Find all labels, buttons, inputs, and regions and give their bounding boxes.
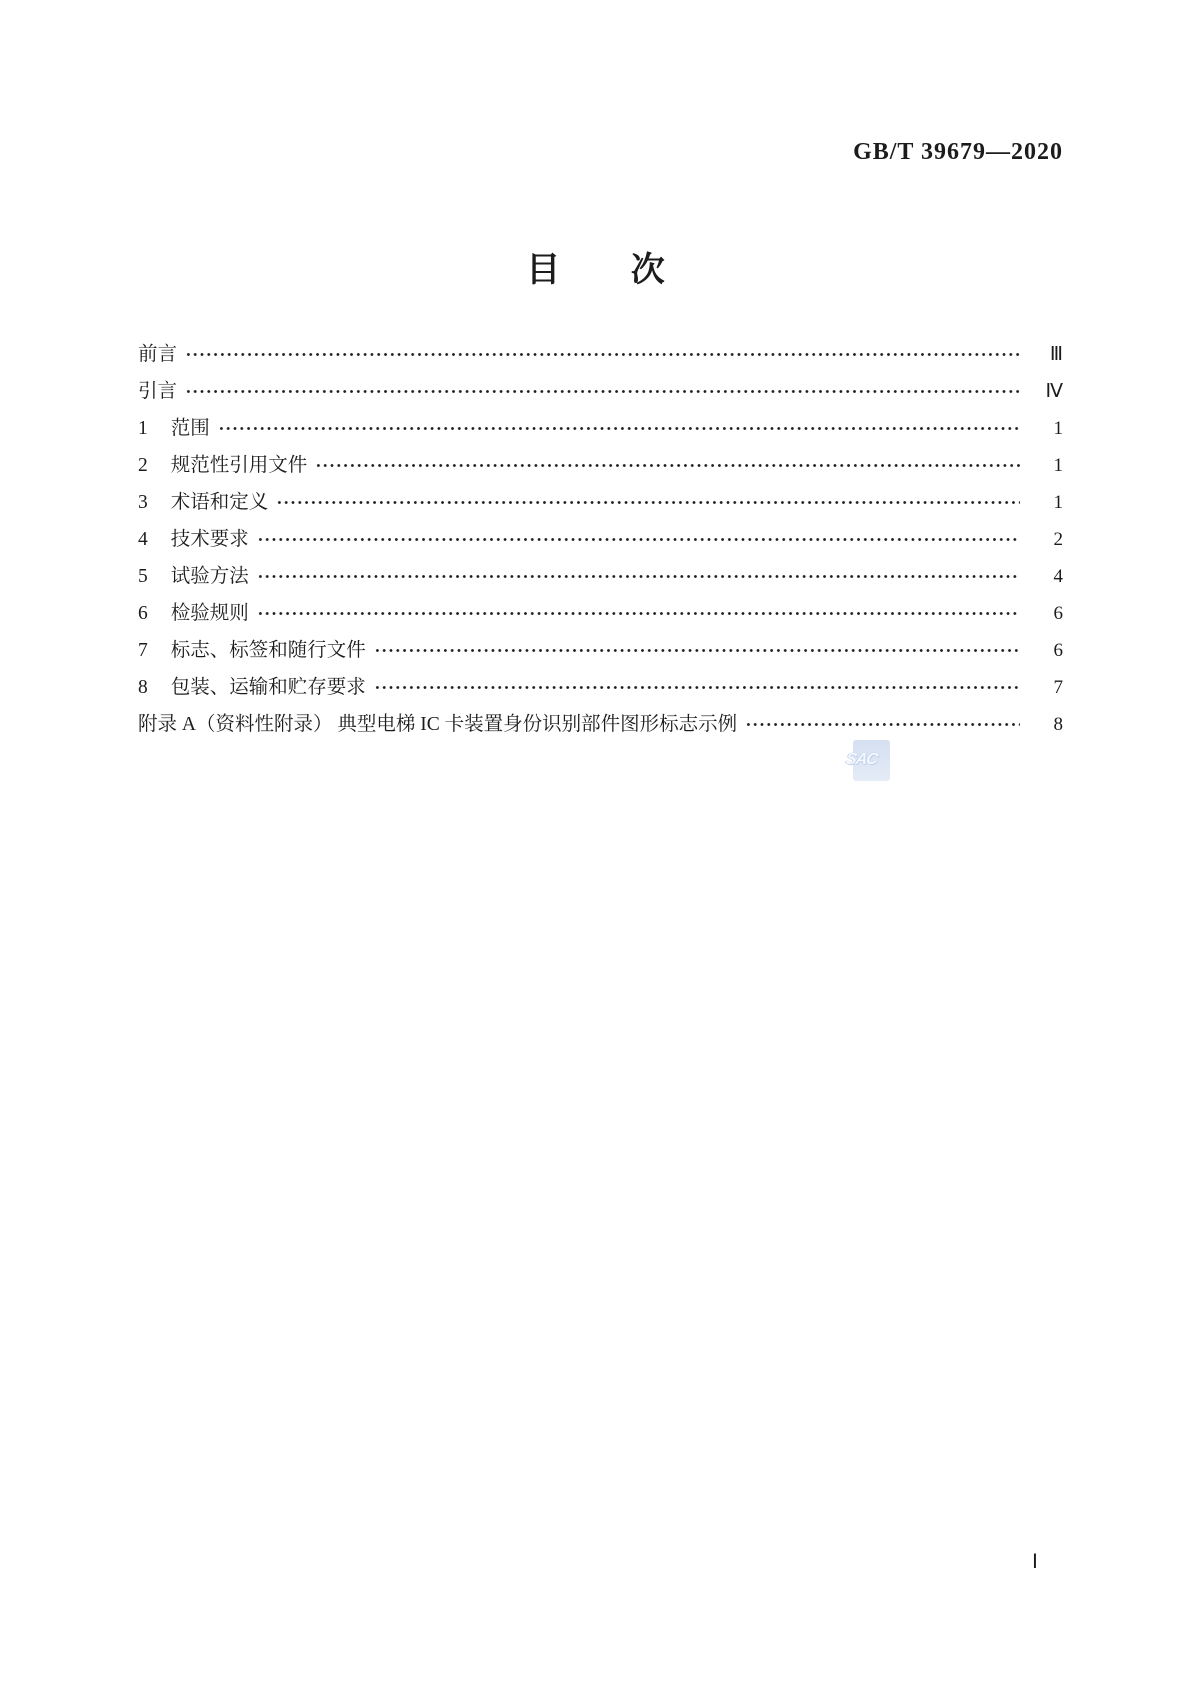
toc-dot-leader bbox=[185, 336, 1020, 373]
toc-entry-number: 3 bbox=[138, 492, 148, 513]
toc-entry-page: Ⅲ bbox=[1049, 344, 1063, 365]
table-of-contents bbox=[138, 336, 1063, 743]
toc-entry-number: 4 bbox=[138, 529, 148, 550]
toc-dot-leader bbox=[315, 447, 1020, 484]
toc-entry-label: 检验规则 bbox=[170, 603, 249, 624]
toc-entry-page: Ⅳ bbox=[1045, 381, 1063, 402]
toc-entry-page: 1 bbox=[1053, 492, 1063, 513]
toc-entry-number: 8 bbox=[138, 677, 148, 698]
toc-entry-page: 1 bbox=[1053, 418, 1063, 439]
toc-entry bbox=[138, 484, 1063, 521]
toc-dot-leader bbox=[257, 521, 1020, 558]
toc-entry bbox=[138, 706, 1063, 743]
toc-entry-label: 引言 bbox=[138, 381, 178, 402]
toc-entry-number: 1 bbox=[138, 418, 148, 439]
toc-entry-page: 2 bbox=[1053, 529, 1063, 550]
toc-entry-page: 6 bbox=[1053, 640, 1063, 661]
toc-entry bbox=[138, 447, 1063, 484]
sac-watermark-logo bbox=[844, 740, 890, 781]
footer-page-number: Ⅰ bbox=[1032, 1551, 1038, 1573]
toc-entry bbox=[138, 669, 1063, 706]
toc-entry-page: 4 bbox=[1053, 566, 1063, 587]
toc-entry-label: 范围 bbox=[170, 418, 210, 439]
toc-entry-label: 试验方法 bbox=[170, 566, 249, 587]
toc-entry-page: 7 bbox=[1053, 677, 1063, 698]
toc-entry-page: 1 bbox=[1053, 455, 1063, 476]
toc-entry-page: 6 bbox=[1053, 603, 1063, 624]
toc-entry-number: 2 bbox=[138, 455, 148, 476]
toc-entry-number: 7 bbox=[138, 640, 148, 661]
toc-entry-number: 5 bbox=[138, 566, 148, 587]
toc-entry-page: 8 bbox=[1053, 714, 1063, 735]
toc-entry bbox=[138, 410, 1063, 447]
toc-dot-leader bbox=[257, 558, 1020, 595]
toc-dot-leader bbox=[745, 706, 1020, 743]
toc-entry bbox=[138, 521, 1063, 558]
toc-entry-label: 前言 bbox=[138, 344, 178, 365]
standard-code: GB/T 39679—2020 bbox=[853, 139, 1063, 165]
toc-entry-label: 技术要求 bbox=[170, 529, 249, 550]
toc-entry bbox=[138, 595, 1063, 632]
toc-entry-label: 规范性引用文件 bbox=[170, 455, 308, 476]
toc-dot-leader bbox=[218, 410, 1020, 447]
toc-dot-leader bbox=[276, 484, 1020, 521]
sac-watermark-label: SAC bbox=[844, 751, 879, 768]
toc-entry bbox=[138, 373, 1063, 410]
toc-entry bbox=[138, 632, 1063, 669]
toc-dot-leader bbox=[374, 632, 1020, 669]
toc-dot-leader bbox=[257, 595, 1020, 632]
toc-entry-number: 6 bbox=[138, 603, 148, 624]
page-title: 目 次 bbox=[526, 252, 665, 289]
toc-dot-leader bbox=[185, 373, 1020, 410]
toc-entry-label: 包装、运输和贮存要求 bbox=[170, 677, 366, 698]
toc-entry bbox=[138, 558, 1063, 595]
toc-entry-label: 附录 A（资料性附录） 典型电梯 IC 卡装置身份识别部件图形标志示例 bbox=[138, 714, 738, 735]
toc-entry-label: 术语和定义 bbox=[170, 492, 269, 513]
toc-entry-label: 标志、标签和随行文件 bbox=[170, 640, 366, 661]
toc-dot-leader bbox=[374, 669, 1020, 706]
toc-entry bbox=[138, 336, 1063, 373]
